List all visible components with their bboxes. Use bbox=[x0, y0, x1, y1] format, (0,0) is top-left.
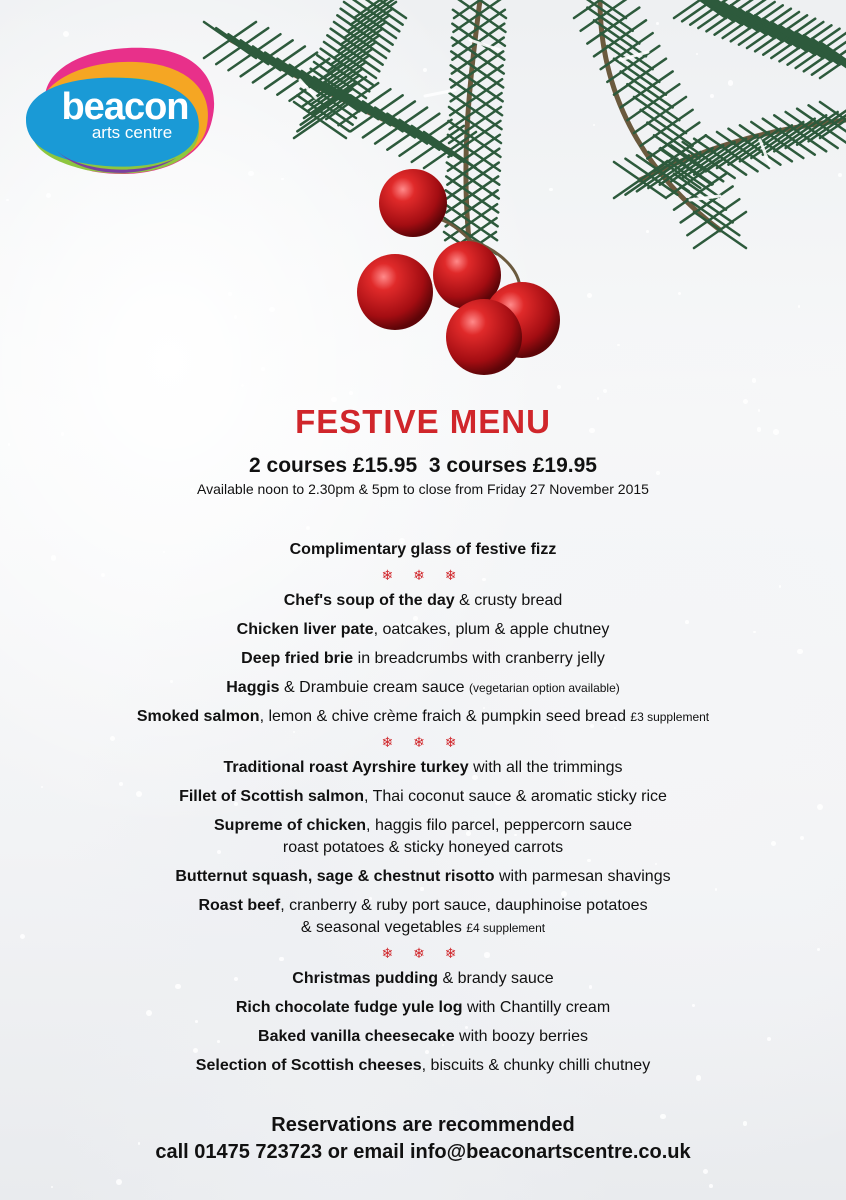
dish-name: Supreme of chicken bbox=[214, 817, 367, 834]
logo-subtitle: arts centre bbox=[91, 123, 173, 142]
menu-item-main bbox=[0, 782, 846, 811]
dish-desc: & crusty bread bbox=[454, 592, 563, 609]
dish-name: Chef's soup of the day bbox=[283, 592, 455, 609]
logo-wordmark: beacon bbox=[61, 86, 189, 128]
dish-desc: & Drambuie cream sauce bbox=[279, 679, 469, 696]
menu-content bbox=[0, 400, 846, 1080]
reservations-footer bbox=[0, 1112, 846, 1166]
dish-name: Baked vanilla cheesecake bbox=[258, 1028, 455, 1045]
dish-name: Deep fried brie bbox=[241, 650, 354, 667]
availability: Available noon to 2.30pm & 5pm to close from Friday 27 November 2015 bbox=[197, 481, 649, 497]
dish-desc: with Chantilly cream bbox=[462, 999, 611, 1016]
berry bbox=[357, 254, 433, 330]
menu-item-starter bbox=[0, 644, 846, 673]
dish-note: £4 supplement bbox=[466, 921, 546, 935]
snow-speck bbox=[709, 1184, 713, 1188]
snow-speck bbox=[116, 1179, 122, 1185]
dish-note: £3 supplement bbox=[630, 710, 710, 724]
dish-note: (vegetarian option available) bbox=[468, 681, 620, 695]
menu-item-dessert bbox=[0, 993, 846, 1022]
snowflake-separator: ❄ ❄ ❄ bbox=[381, 945, 465, 961]
menu-list bbox=[0, 535, 846, 1080]
dish-desc: , oatcakes, plum & apple chutney bbox=[373, 621, 610, 638]
dish-desc: with parmesan shavings bbox=[494, 868, 671, 885]
welcome-drink: Complimentary glass of festive fizz bbox=[289, 541, 557, 558]
dish-desc-line2: & seasonal vegetables bbox=[300, 919, 467, 936]
dish-name: Selection of Scottish cheeses bbox=[195, 1057, 422, 1074]
menu-item-dessert bbox=[0, 964, 846, 993]
menu-item-main bbox=[0, 891, 846, 942]
dish-desc: with all the trimmings bbox=[468, 759, 623, 776]
page-title: FESTIVE MENU bbox=[295, 403, 551, 440]
snow-speck bbox=[703, 1169, 708, 1174]
dish-desc: , lemon & chive crème fraich & pumpkin seed bread bbox=[259, 708, 631, 725]
dish-name: Rich chocolate fudge yule log bbox=[235, 999, 463, 1016]
dish-desc: , cranberry & ruby port sauce, dauphinoise potatoes bbox=[280, 897, 648, 914]
dish-desc: , biscuits & chunky chilli chutney bbox=[421, 1057, 651, 1074]
menu-item-main bbox=[0, 862, 846, 891]
reservations-note: Reservations are recommended bbox=[271, 1114, 575, 1136]
menu-item-starter bbox=[0, 615, 846, 644]
dish-name: Butternut squash, sage & chestnut risotto bbox=[175, 868, 495, 885]
dish-desc: , haggis filo parcel, peppercorn sauce bbox=[366, 817, 632, 834]
dish-desc: , Thai coconut sauce & aromatic sticky rice bbox=[363, 788, 667, 805]
berry bbox=[379, 169, 447, 237]
menu-item-starter bbox=[0, 586, 846, 615]
snow-speck bbox=[51, 1186, 53, 1188]
dish-name: Chicken liver pate bbox=[236, 621, 374, 638]
dish-desc: & brandy sauce bbox=[438, 970, 554, 987]
dish-desc: with boozy berries bbox=[454, 1028, 588, 1045]
dish-name: Smoked salmon bbox=[136, 708, 260, 725]
dish-desc: in breadcrumbs with cranberry jelly bbox=[353, 650, 605, 667]
menu-item-main bbox=[0, 753, 846, 782]
dish-name: Christmas pudding bbox=[292, 970, 439, 987]
dish-name: Haggis bbox=[226, 679, 280, 696]
dish-name: Fillet of Scottish salmon bbox=[179, 788, 364, 805]
pricing: 2 courses £15.95 3 courses £19.95 bbox=[249, 454, 597, 477]
menu-item-starter bbox=[0, 673, 846, 702]
dish-name: Traditional roast Ayrshire turkey bbox=[223, 759, 469, 776]
contact-details: call 01475 723723 or email info@beaconartscentre.co.uk bbox=[155, 1141, 691, 1163]
menu-item-dessert bbox=[0, 1051, 846, 1080]
dish-name: Roast beef bbox=[198, 897, 281, 914]
dish-desc-line2: roast potatoes & sticky honeyed carrots bbox=[282, 839, 564, 856]
snowflake-separator: ❄ ❄ ❄ bbox=[381, 734, 465, 750]
berry bbox=[446, 299, 522, 375]
menu-item-starter bbox=[0, 702, 846, 731]
snowflake-separator: ❄ ❄ ❄ bbox=[381, 567, 465, 583]
menu-item-main bbox=[0, 811, 846, 862]
menu-item-dessert bbox=[0, 1022, 846, 1051]
